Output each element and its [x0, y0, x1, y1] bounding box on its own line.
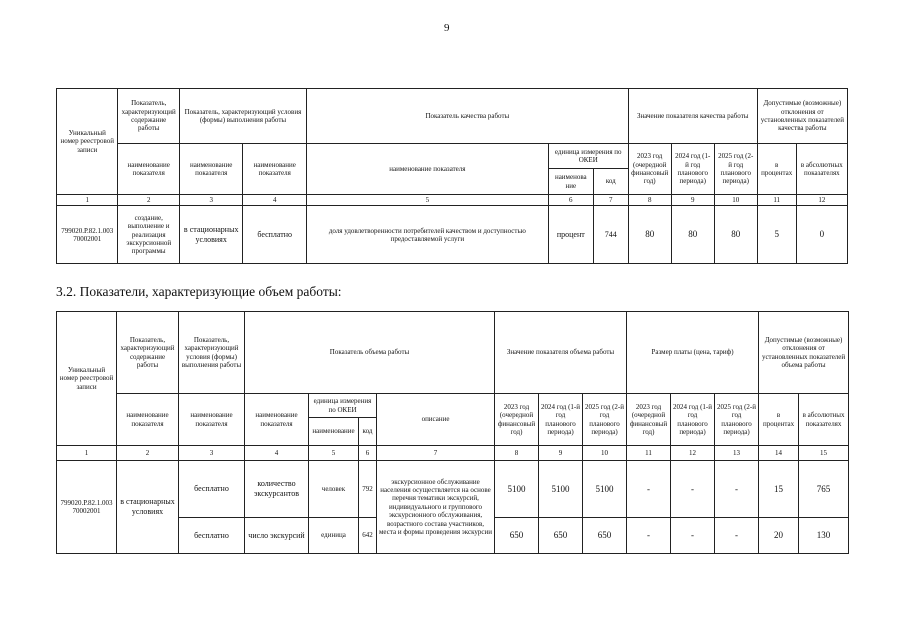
col-number: 9	[539, 446, 583, 461]
row-value-2023: 5100	[495, 461, 539, 518]
col-number: 4	[245, 446, 309, 461]
header-content: Показатель, характеризующий содержание работы	[118, 89, 179, 144]
header-content: Показатель, характеризующий содержание работы	[117, 312, 179, 394]
header-value-2024: 2024 год (1-й год планового периода)	[539, 394, 583, 446]
col-number: 12	[796, 195, 847, 206]
row-value-2025: 80	[714, 206, 757, 264]
header-description: описание	[377, 394, 495, 446]
header-fee-2023: 2023 год (очередной финансовый год)	[627, 394, 671, 446]
row-cost: бесплатно	[179, 518, 245, 554]
col-number: 2	[117, 446, 179, 461]
header-registry: Уникальный номер реестровой записи	[57, 89, 118, 195]
col-number: 14	[759, 446, 799, 461]
col-number: 8	[628, 195, 671, 206]
row-content: создание, выполнение и реализация экскурсионной программы	[118, 206, 179, 264]
col-number: 8	[495, 446, 539, 461]
row-code: 792	[359, 461, 377, 518]
header-in-absolute: в абсолютных показателях	[796, 144, 847, 195]
volume-table	[56, 311, 849, 554]
row-value-2025: 5100	[583, 461, 627, 518]
row-fee-2025: -	[715, 461, 759, 518]
col-number: 6	[548, 195, 593, 206]
row-value-2023: 80	[628, 206, 671, 264]
col-number: 1	[57, 195, 118, 206]
header-volume-values: Значение показателя объема работы	[495, 312, 627, 394]
row-code: 642	[359, 518, 377, 554]
col-number: 1	[57, 446, 117, 461]
row-code: 744	[593, 206, 628, 264]
row-dev-percent: 15	[759, 461, 799, 518]
row-indicator: количество экскурсантов	[245, 461, 309, 518]
header-unit-name: наименование	[309, 418, 359, 446]
row-condition: в стационарных условиях	[117, 461, 179, 554]
header-unit-okei: единица измерения по ОКЕИ	[548, 144, 628, 169]
section-title: 3.2. Показатели, характеризующие объем работы:	[56, 284, 342, 299]
header-fee: Размер платы (цена, тариф)	[627, 312, 759, 394]
header-fee-2024: 2024 год (1-й год планового периода)	[671, 394, 715, 446]
row-fee-2024: -	[671, 461, 715, 518]
row-registry: 799020.Р.82.1.003 70002001	[57, 206, 118, 264]
header-unit-okei: единица измерения по ОКЕИ	[309, 394, 377, 418]
row-dev-percent: 5	[757, 206, 796, 264]
header-name-volume: наименование показателя	[245, 394, 309, 446]
col-number: 3	[179, 446, 245, 461]
header-value-2023: 2023 год (очередной финансовый год)	[495, 394, 539, 446]
row-description: экскурсионное обслуживание населения осуществляется на основе перечня тематики экскурсий, индивидуального и группового экскурсионного обслуживания, возрастного состава участников, места и формы проведения экскурсии	[377, 461, 495, 554]
col-number: 10	[583, 446, 627, 461]
row-fee-2024: -	[671, 518, 715, 554]
row-dev-abs: 130	[799, 518, 849, 554]
header-deviations: Допустимые (возможные) отклонения от установленных показателей объема работы	[759, 312, 849, 394]
row-unit: человек	[309, 461, 359, 518]
row-cost: бесплатно	[243, 206, 307, 264]
row-unit: единица	[309, 518, 359, 554]
col-number: 5	[309, 446, 359, 461]
header-deviations: Допустимые (возможные) отклонения от установленных показателей качества работы	[757, 89, 847, 144]
col-number: 9	[671, 195, 714, 206]
header-name-condition-1: наименование показателя	[179, 144, 243, 195]
header-quality-values: Значение показателя качества работы	[628, 89, 757, 144]
row-dev-percent: 20	[759, 518, 799, 554]
quality-table	[56, 88, 848, 264]
row-fee-2023: -	[627, 518, 671, 554]
header-unit-code: код	[593, 169, 628, 195]
col-number: 7	[593, 195, 628, 206]
row-dev-abs: 0	[796, 206, 847, 264]
row-unit: процент	[548, 206, 593, 264]
page-number: 9	[444, 22, 450, 34]
col-number: 12	[671, 446, 715, 461]
header-year-2025: 2025 год (2-й год планового периода)	[714, 144, 757, 195]
header-name-quality: наименование показателя	[306, 144, 548, 195]
row-condition: в стационарных условиях	[179, 206, 243, 264]
header-name-condition: наименование показателя	[179, 394, 245, 446]
row-value-2024: 650	[539, 518, 583, 554]
row-value-2025: 650	[583, 518, 627, 554]
row-cost: бесплатно	[179, 461, 245, 518]
header-name-content: наименование показателя	[117, 394, 179, 446]
col-number: 11	[757, 195, 796, 206]
header-unit-code: код	[359, 418, 377, 446]
col-number: 2	[118, 195, 179, 206]
row-dev-abs: 765	[799, 461, 849, 518]
header-quality-indicator: Показатель качества работы	[306, 89, 628, 144]
header-in-absolute: в абсолютных показателях	[799, 394, 849, 446]
header-unit-name: наименова ние	[548, 169, 593, 195]
header-year-2023: 2023 год (очередной финансовый год)	[628, 144, 671, 195]
header-in-percent: в процентах	[759, 394, 799, 446]
row-value-2024: 80	[671, 206, 714, 264]
header-conditions: Показатель, характеризующий условия (формы) выполнения работы	[179, 312, 245, 394]
header-name-content: наименование показателя	[118, 144, 179, 195]
row-value-2023: 650	[495, 518, 539, 554]
header-year-2024: 2024 год (1-й год планового периода)	[671, 144, 714, 195]
header-fee-2025: 2025 год (2-й год планового периода)	[715, 394, 759, 446]
header-value-2025: 2025 год (2-й год планового периода)	[583, 394, 627, 446]
row-value-2024: 5100	[539, 461, 583, 518]
header-registry: Уникальный номер реестровой записи	[57, 312, 117, 446]
col-number: 7	[377, 446, 495, 461]
row-fee-2023: -	[627, 461, 671, 518]
row-indicator: число экскурсий	[245, 518, 309, 554]
col-number: 4	[243, 195, 307, 206]
col-number: 13	[715, 446, 759, 461]
col-number: 11	[627, 446, 671, 461]
header-conditions: Показатель, характеризующий условия (формы) выполнения работы	[179, 89, 306, 144]
header-in-percent: в процентах	[757, 144, 796, 195]
row-indicator: доля удовлетворенности потребителей качеством и доступностью предоставляемой услуги	[306, 206, 548, 264]
row-registry: 799020.Р.82.1.003 70002001	[57, 461, 117, 554]
col-number: 5	[306, 195, 548, 206]
row-fee-2025: -	[715, 518, 759, 554]
col-number: 10	[714, 195, 757, 206]
col-number: 3	[179, 195, 243, 206]
header-volume-indicator: Показатель объема работы	[245, 312, 495, 394]
col-number: 15	[799, 446, 849, 461]
col-number: 6	[359, 446, 377, 461]
header-name-condition-2: наименование показателя	[243, 144, 307, 195]
